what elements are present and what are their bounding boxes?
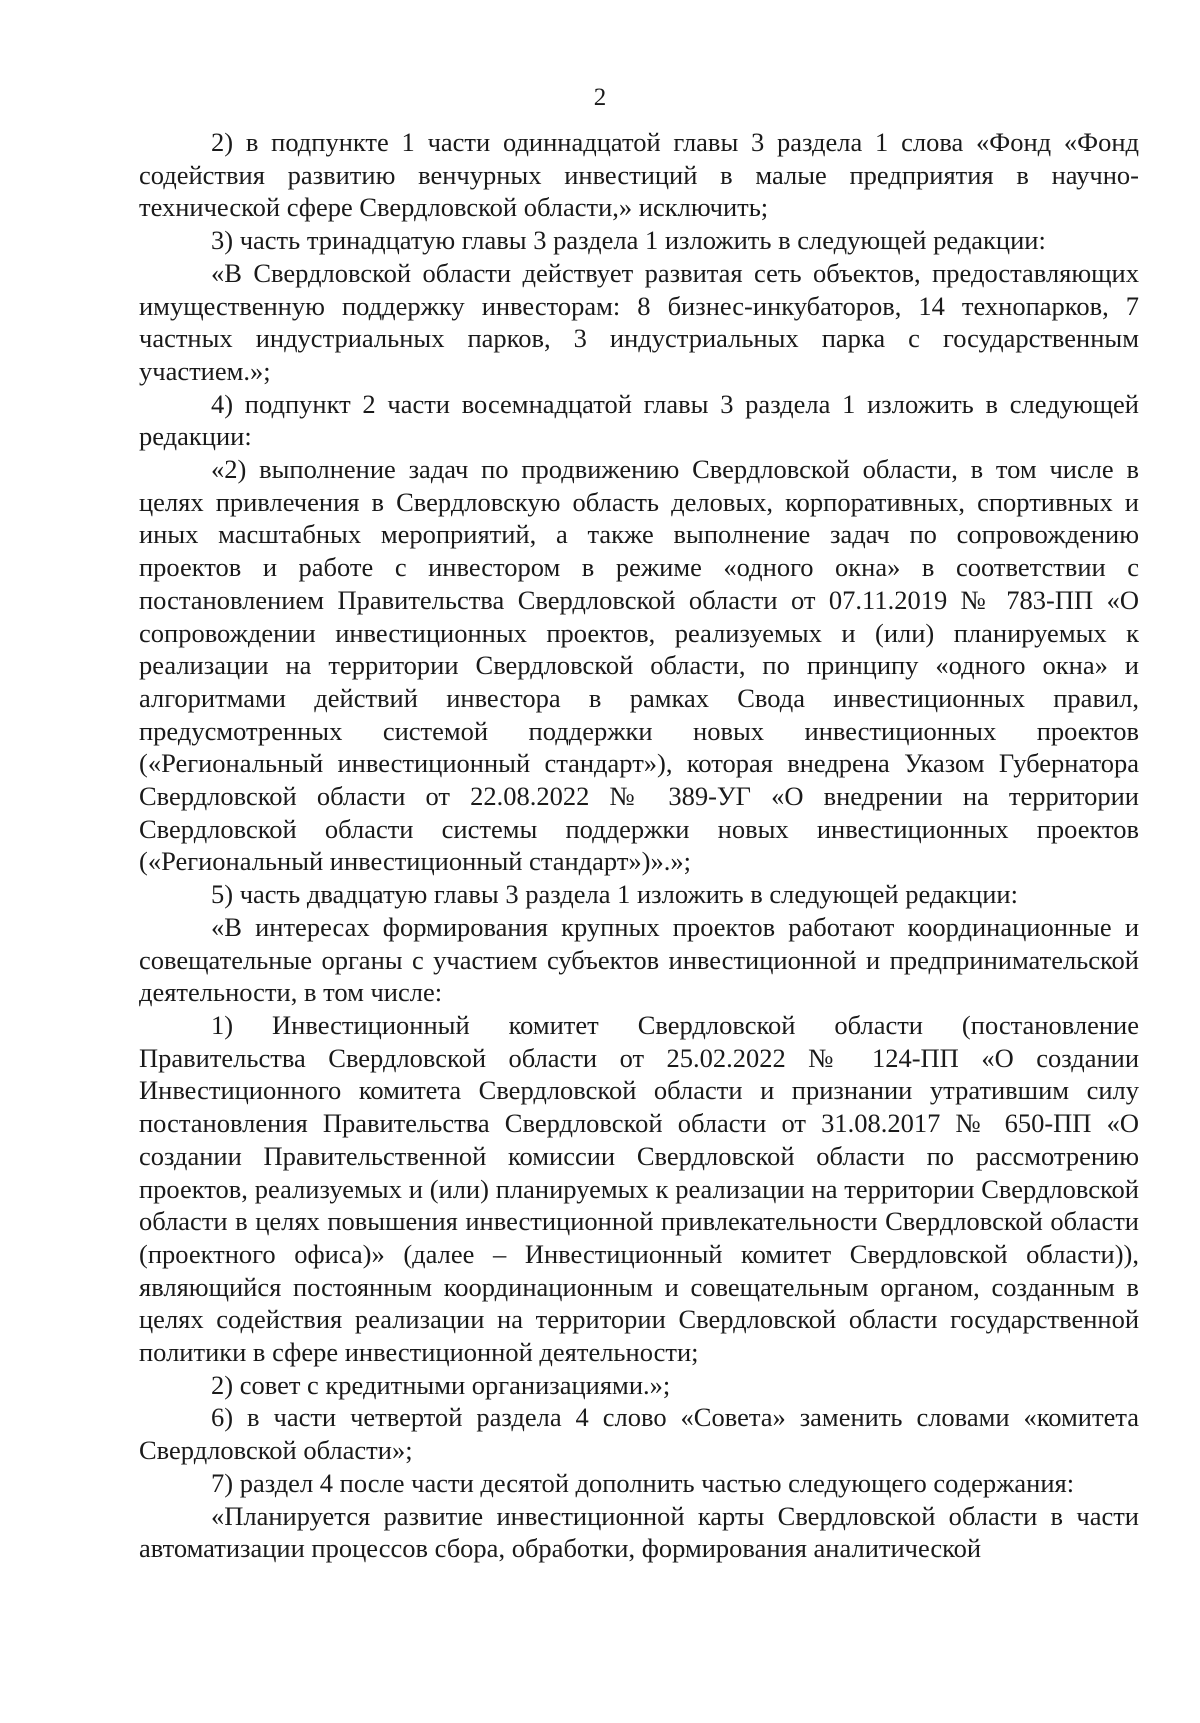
quoted-text-item-5-intro: «В интересах формирования крупных проектов работают координационные и совещательные органы с участием субъектов инвестиционной и предпринимательской деятельности, в том числе: xyxy=(139,911,1139,1008)
quoted-text-item-4: «2) выполнение задач по продвижению Свердловской области, в том числе в целях привлечения в Свердловскую область деловых, корпоративных, спортивных и иных масштабных мероприятий, а также выполнение задач по сопровождению проектов и работе с инвестором в режиме «одного окна» в соответствии с постановлением Правительства Свердловской области от 07.11.2019 № 783-ПП «О сопровождении инвестиционных проектов, реализуемых и (или) планируемых к реализации на территории Свердловской области, по принципу «одного окна» и алгоритмами действий инвестора в рамках Свода инвестиционных правил, предусмотренных системой поддержки новых инвестиционных проектов («Региональный инвестиционный стандарт»), которая внедрена Указом Губернатора Свердловской области от 22.08.2022 № 389-УГ «О внедрении на территории Свердловской области системы поддержки новых инвестиционных проектов («Региональный инвестиционный стандарт»)».»; xyxy=(139,454,1139,877)
paragraph-item-4: 4) подпункт 2 части восемнадцатой главы 3 раздела 1 изложить в следующей редакции: xyxy=(139,388,1139,452)
quoted-text-item-7: «Планируется развитие инвестиционной карты Свердловской области в части автоматизации процессов сбора, обработки, формирования аналитической xyxy=(139,1500,1139,1564)
paragraph-item-7: 7) раздел 4 после части десятой дополнить частью следующего содержания: xyxy=(211,1467,1075,1498)
quoted-text-item-5-sub-1: 1) Инвестиционный комитет Свердловской области (постановление Правительства Свердловской области от 25.02.2022 № 124-ПП «О создании Инвестиционного комитета Свердловской области и признании утратившим силу постановления Правительства Свердловской области от 31.08.2017 № 650-ПП «О создании Правительственной комиссии Свердловской области по рассмотрению проектов, реализуемых и (или) планируемых к реализации на территории Свердловской области в целях повышения инвестиционной привлекательности Свердловской области (проектного офиса)» (далее – Инвестиционный комитет Свердловской области)), являющийся постоянным координационным и совещательным органом, созданным в целях содействия реализации на территории Свердловской области государственной политики в сфере инвестиционной деятельности; xyxy=(139,1009,1139,1368)
paragraph-item-3: 3) часть тринадцатую главы 3 раздела 1 изложить в следующей редакции: xyxy=(211,225,1046,256)
paragraph-item-2: 2) в подпункте 1 части одиннадцатой главы 3 раздела 1 слова «Фонд «Фонд содействия развитию венчурных инвестиций в малые предприятия в научно-технической сфере Свердловской области,» исключить; xyxy=(139,127,1139,223)
document-body xyxy=(139,126,1139,1565)
page-number: 2 xyxy=(593,84,607,111)
paragraph-item-6: 6) в части четвертой раздела 4 слово «Совета» заменить словами «комитета Свердловской области»; xyxy=(139,1402,1139,1466)
paragraph-item-5: 5) часть двадцатую главы 3 раздела 1 изложить в следующей редакции: xyxy=(211,879,1018,910)
quoted-text-item-5-sub-2: 2) совет с кредитными организациями.»; xyxy=(211,1369,671,1400)
quoted-text-item-3: «В Свердловской области действует развитая сеть объектов, предоставляющих имущественную поддержку инвесторам: 8 бизнес-инкубаторов, 14 технопарков, 7 частных индустриальных парков, 3 индустриальных парка с государственным участием.»; xyxy=(139,257,1139,386)
